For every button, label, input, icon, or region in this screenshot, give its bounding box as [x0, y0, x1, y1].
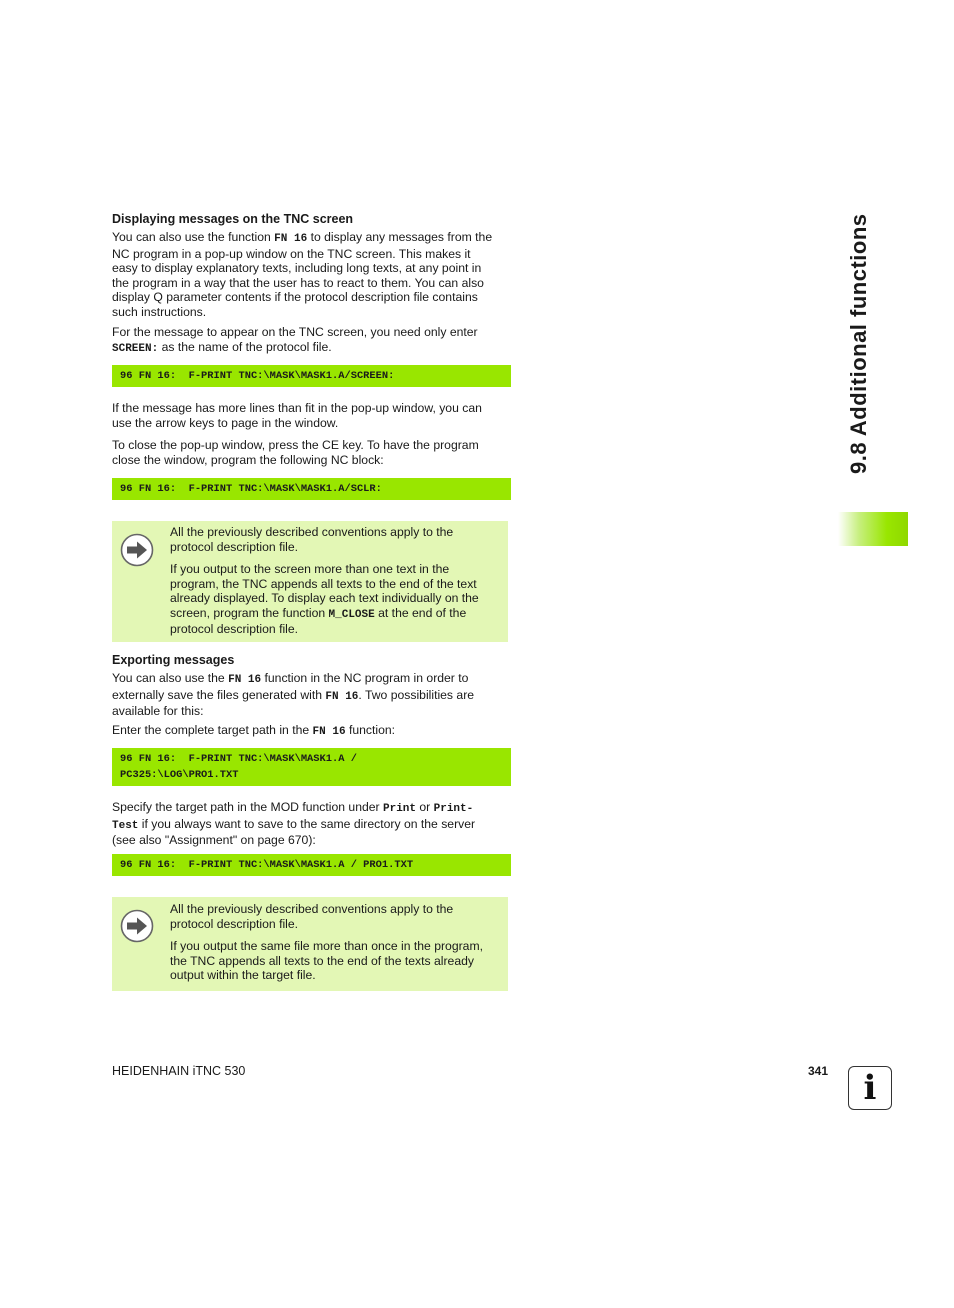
text-line: such instructions. [112, 304, 207, 319]
text-span: or [416, 800, 434, 814]
chapter-tab-marker [838, 512, 908, 546]
text-span: Enter the complete target path in the [112, 723, 313, 737]
text-span: function: [345, 723, 396, 737]
text-line: If you output the same file more than once in the program, [170, 939, 483, 953]
code-block-pro1: 96 FN 16: F-PRINT TNC:\MASK\MASK1.A / PRO1.TXT [112, 854, 511, 876]
footer-product-name: HEIDENHAIN iTNC 530 [112, 1064, 246, 1078]
text-line: If you output to the screen more than one text in the [170, 562, 450, 576]
text-line: protocol description file. [170, 539, 299, 554]
paragraph-export-intro [112, 671, 512, 719]
text-line: already displayed. To display each text individually on the [170, 591, 479, 605]
text-line: easy to display explanatory texts, including long texts, at any point in [112, 261, 482, 275]
text-span: You can also use the function [112, 230, 275, 244]
paragraph-close-window [112, 438, 512, 467]
page-number: 341 [808, 1064, 829, 1078]
arrow-right-icon [120, 533, 154, 567]
inline-code: FN 16 [228, 674, 262, 686]
text-span: externally save the files generated with [112, 687, 326, 702]
info-icon-letter: i [863, 1068, 877, 1108]
inline-code: FN 16 [312, 726, 346, 738]
text-line: the program in a way that the user has to react to them. You can also [112, 275, 484, 290]
text-span: Specify the target path in the MOD function under [112, 800, 383, 814]
text-line: close the window, program the following NC block: [112, 452, 384, 467]
inline-code: Print [383, 803, 417, 815]
text-line: use the arrow keys to page in the window. [112, 415, 339, 430]
text-line: display Q parameter contents if the protocol description file contains [112, 290, 478, 304]
text-span: as the name of the protocol file. [158, 339, 332, 354]
text-span: if you always want to save to the same directory on the server [138, 816, 476, 831]
arrow-right-icon [120, 909, 154, 943]
text-span: You can also use the [112, 671, 229, 685]
heading-exporting-messages: Exporting messages [112, 653, 235, 667]
inline-code: M_CLOSE [328, 608, 375, 621]
text-line: program, the TNC appends all texts to the end of the text [170, 576, 477, 591]
paragraph-mod-function [112, 800, 512, 848]
note-text-1 [170, 525, 500, 645]
text-line: All the previously described conventions apply to the [170, 525, 454, 539]
paragraph-intro [112, 230, 512, 319]
text-span: at the end of the [374, 605, 467, 620]
section-title-vertical: 9.8 Additional functions [846, 213, 871, 474]
text-line: For the message to appear on the TNC screen, you need only enter [112, 325, 478, 339]
text-span: . Two possibilities are [358, 687, 475, 702]
heading-displaying-messages: Displaying messages on the TNC screen [112, 212, 354, 226]
text-line: protocol description file. [170, 622, 299, 636]
text-line: the TNC appends all texts to the end of the texts already [170, 953, 474, 968]
text-line: All the previously described conventions apply to the [170, 902, 454, 916]
code-line: 96 FN 16: F-PRINT TNC:\MASK\MASK1.A / [120, 753, 357, 765]
text-span: screen, program the function [170, 605, 329, 620]
inline-code: SCREEN: [112, 342, 159, 355]
code-block-sclr: 96 FN 16: F-PRINT TNC:\MASK\MASK1.A/SCLR: [112, 478, 511, 500]
code-line: PC325:\LOG\PRO1.TXT [120, 769, 239, 781]
inline-code: Print- [433, 803, 474, 815]
text-span: to display any messages from the [307, 230, 493, 244]
note-box-2 [112, 897, 508, 991]
inline-code: Test [112, 819, 139, 832]
note-text-2 [170, 902, 500, 991]
code-block-screen: 96 FN 16: F-PRINT TNC:\MASK\MASK1.A/SCREEN: [112, 365, 511, 387]
code-block-target-path [112, 748, 511, 786]
paragraph-screen-protocol [112, 325, 512, 356]
text-line: To close the pop-up window, press the CE key. To have the program [112, 438, 479, 452]
inline-code: FN 16 [325, 690, 359, 703]
text-span: function in the NC program in order to [261, 671, 469, 685]
info-icon [848, 1066, 892, 1110]
text-line: available for this: [112, 704, 204, 718]
note-box-1 [112, 521, 508, 642]
text-line: If the message has more lines than fit in the pop-up window, you can [112, 401, 482, 415]
paragraph-more-lines [112, 401, 512, 430]
paragraph-target-path [112, 723, 512, 740]
inline-code: FN 16 [274, 233, 308, 245]
text-line: (see also "Assignment" on page 670): [112, 833, 316, 847]
text-line: NC program in a pop-up window on the TNC screen. This makes it [112, 246, 471, 261]
text-line: output within the target file. [170, 968, 316, 982]
text-line: protocol description file. [170, 916, 299, 931]
